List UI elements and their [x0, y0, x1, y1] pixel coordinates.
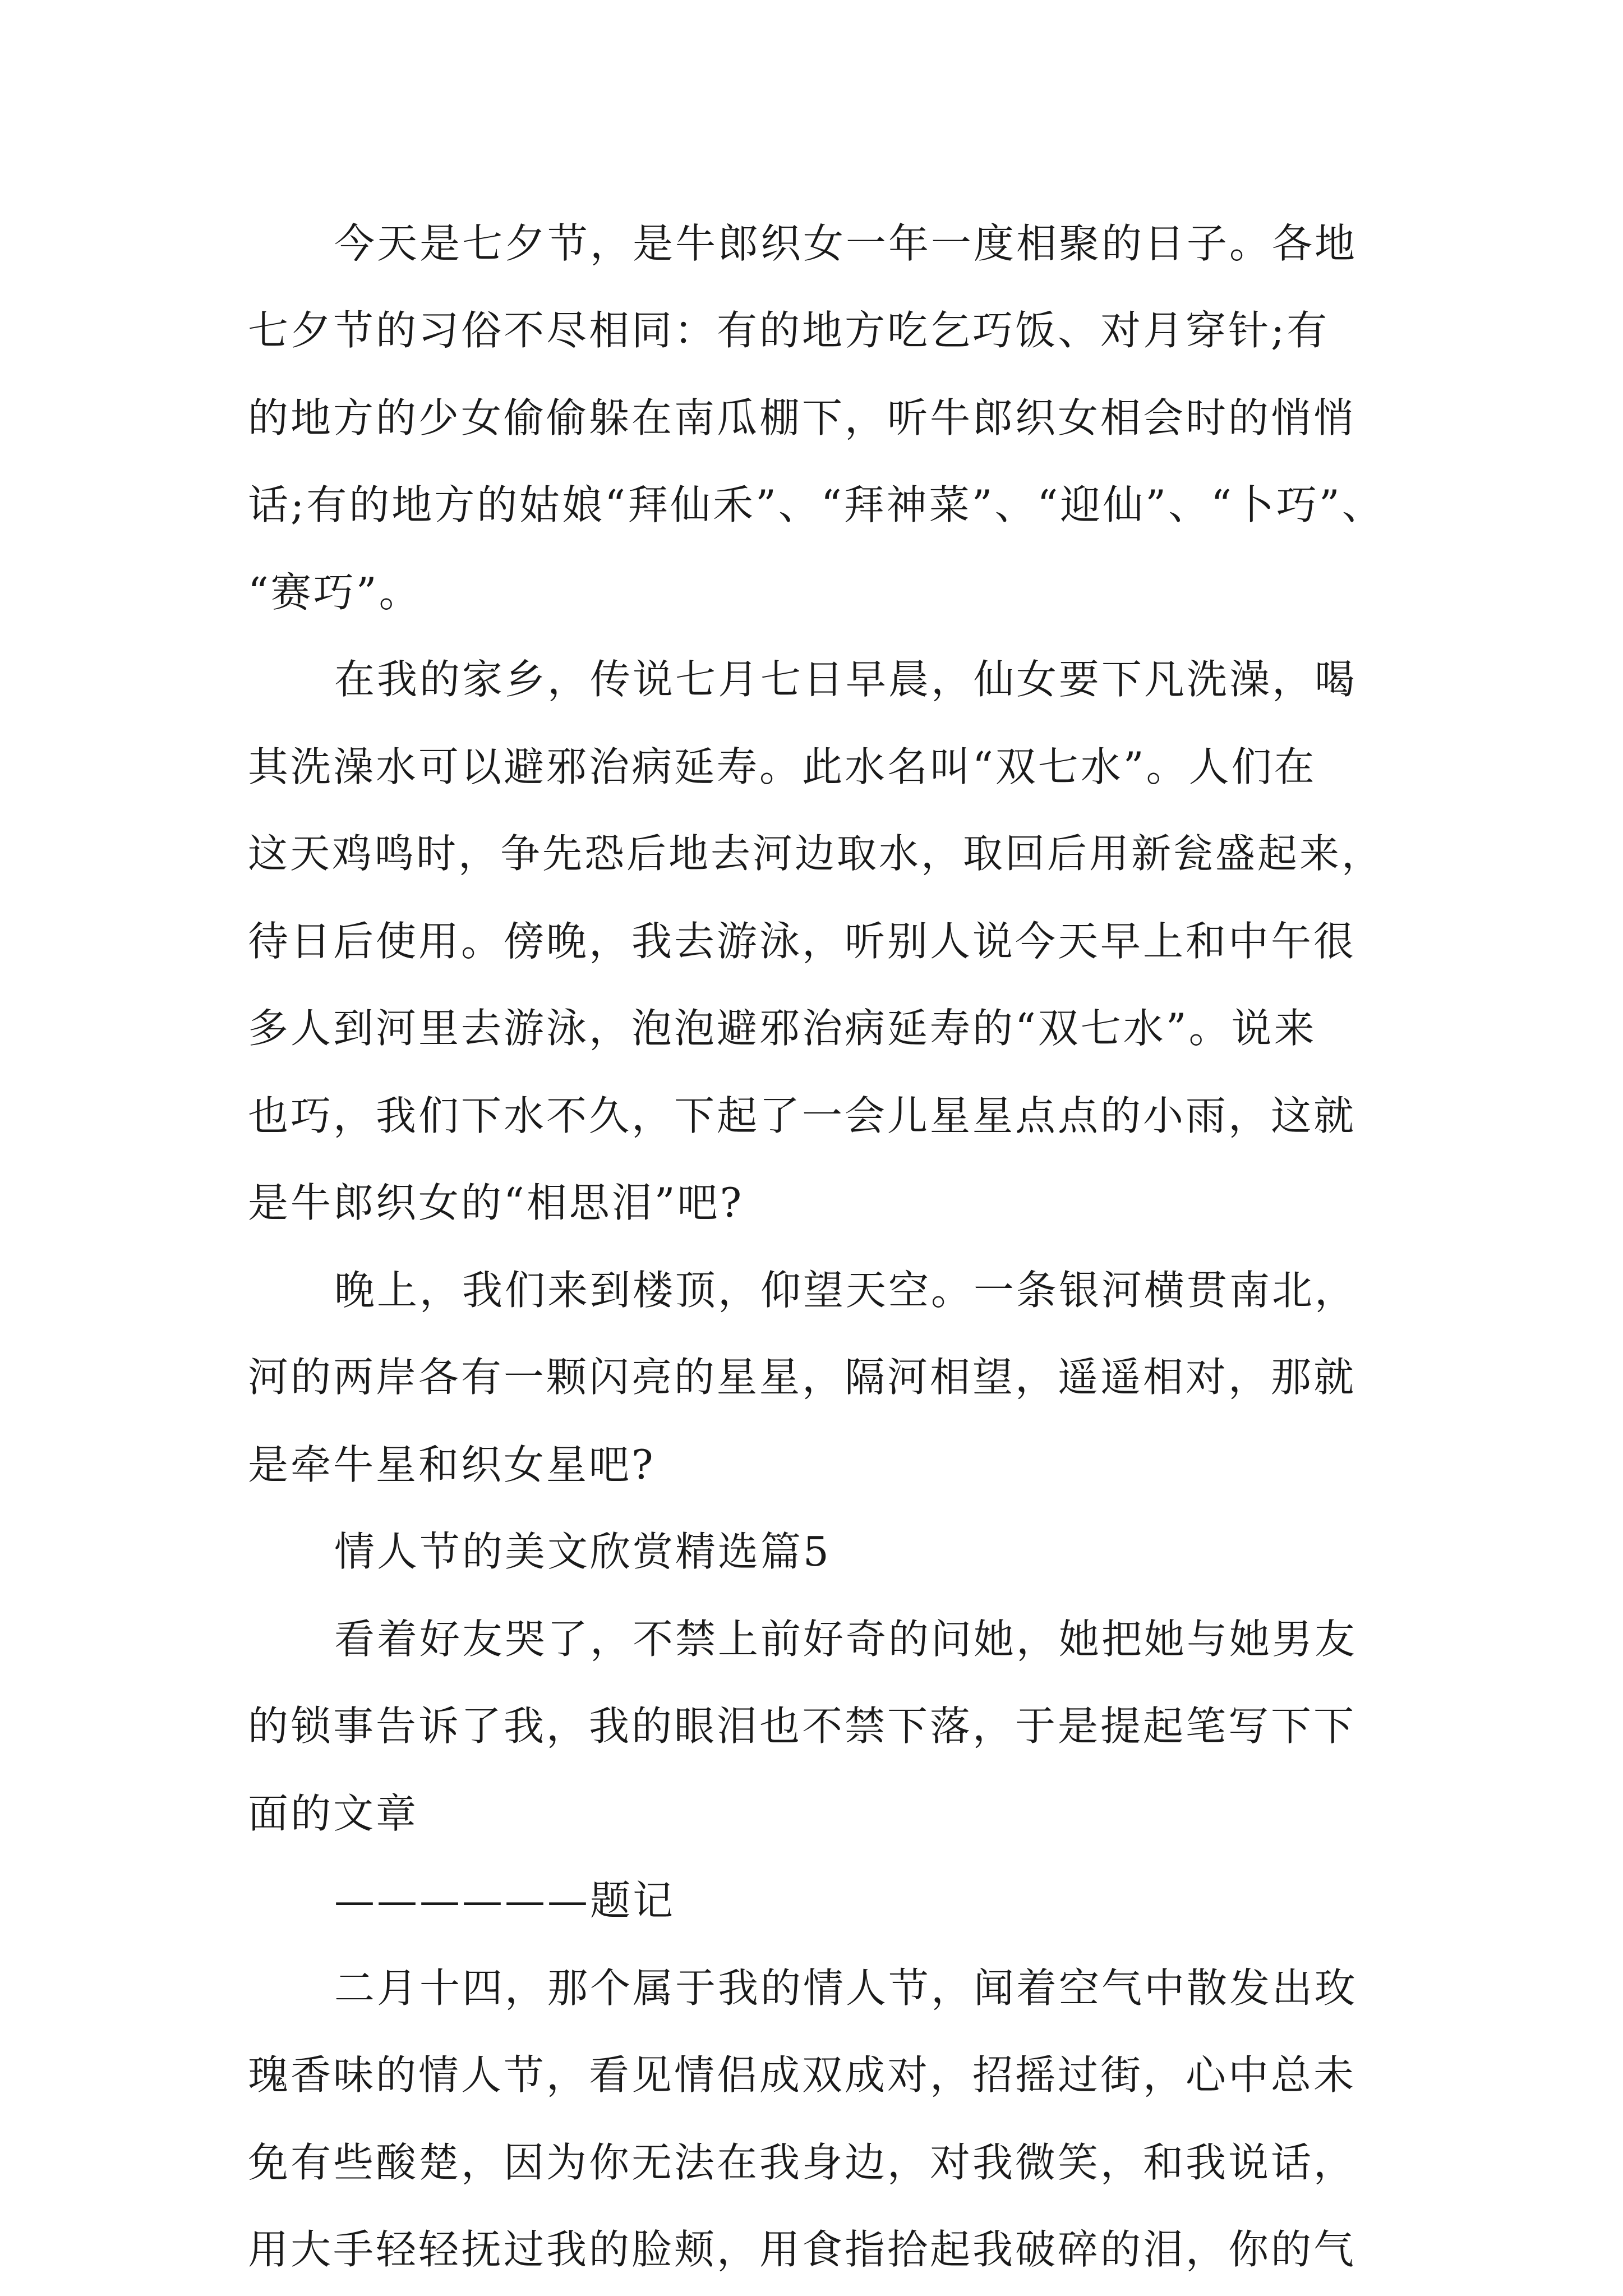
text-line: 看着好友哭了，不禁上前好奇的问她，她把她与她男友 [334, 1616, 1358, 1663]
text-line: 话;有的地方的姑娘“拜仙禾”、“拜神菜”、“迎仙”、“卜巧”、 [248, 481, 1385, 528]
text-line: 是牛郎织女的“相思泪”吧? [248, 1179, 744, 1226]
text-line: 晚上，我们来到楼顶，仰望天空。一条银河横贯南北， [334, 1267, 1358, 1314]
text-line: 瑰香味的情人节，看见情侣成双成对，招摇过街，心中总未 [248, 2051, 1357, 2099]
text-line: 用大手轻轻抚过我的脸颊，用食指拾起我破碎的泪，你的气 [248, 2226, 1357, 2273]
text-line: 多人到河里去游泳，泡泡避邪治病延寿的“双七水”。说来 [248, 1005, 1317, 1052]
text-line: 的地方的少女偷偷躲在南瓜棚下，听牛郎织女相会时的悄悄 [248, 394, 1357, 441]
text-line: 今天是七夕节，是牛郎织女一年一度相聚的日子。各地 [334, 220, 1358, 267]
text-line: 二月十四，那个属于我的情人节，闻着空气中散发出玫 [334, 1964, 1358, 2012]
text-line: 免有些酸楚，因为你无法在我身边，对我微笑，和我说话， [248, 2139, 1357, 2186]
text-line: 是牵牛星和织女星吧? [248, 1441, 656, 1488]
section-heading: 情人节的美文欣赏精选篇5 [334, 1528, 831, 1575]
text-line: 在我的家乡，传说七月七日早晨，仙女要下凡洗澡，喝 [334, 656, 1358, 703]
text-line: 也巧，我们下水不久，下起了一会儿星星点点的小雨，这就 [248, 1092, 1357, 1139]
epigraph-note: ——————题记 [334, 1877, 676, 1924]
text-line: “赛巧”。 [248, 569, 422, 616]
text-line: 的锁事告诉了我，我的眼泪也不禁下落，于是提起笔写下下 [248, 1703, 1357, 1750]
text-line: 这天鸡鸣时，争先恐后地去河边取水，取回后用新瓮盛起来， [248, 830, 1384, 877]
text-line: 其洗澡水可以避邪治病延寿。此水名叫“双七水”。人们在 [248, 743, 1317, 790]
text-line: 待日后使用。傍晚，我去游泳，听别人说今天早上和中午很 [248, 918, 1357, 965]
text-line: 面的文章 [248, 1790, 419, 1837]
text-line: 七夕节的习俗不尽相同：有的地方吃乞巧饭、对月穿针;有 [248, 307, 1330, 354]
text-line: 河的两岸各有一颗闪亮的星星，隔河相望，遥遥相对，那就 [248, 1354, 1357, 1401]
